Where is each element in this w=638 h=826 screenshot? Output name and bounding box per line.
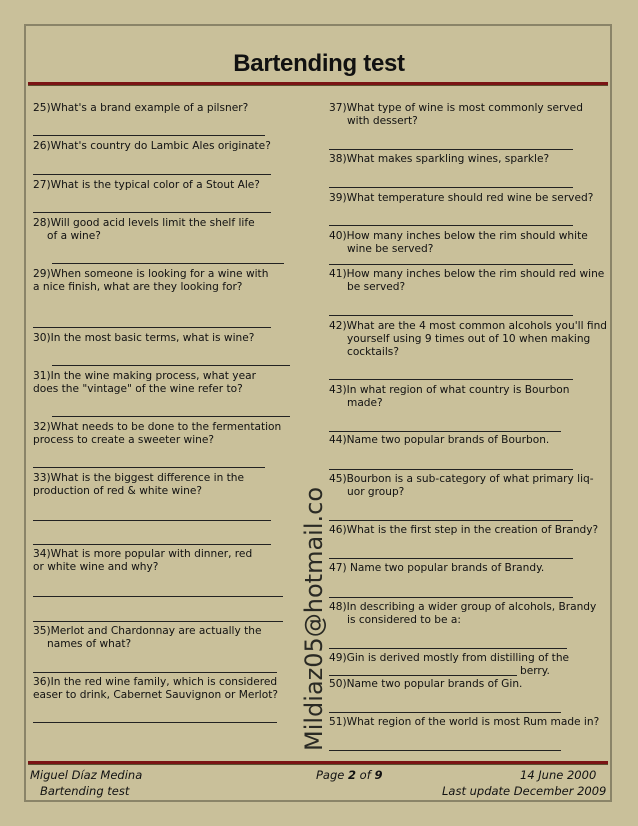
question-28: 28)Will good acid levels limit the shelf life	[33, 217, 255, 229]
question-31-cont: does the "vintage" of the wine refer to?	[33, 383, 243, 395]
answer-line-37[interactable]	[329, 149, 573, 150]
answer-line-32[interactable]	[33, 467, 265, 468]
question-28-cont: of a wine?	[47, 230, 101, 242]
question-29-cont: a nice finish, what are they looking for?	[33, 281, 243, 293]
question-49-cont: berry.	[520, 665, 550, 677]
question-41-cont: be served?	[347, 281, 406, 293]
answer-line-36[interactable]	[33, 722, 277, 723]
answer-line-40[interactable]	[329, 264, 573, 265]
page-of: of	[356, 768, 375, 782]
question-50: 50)Name two popular brands of Gin.	[329, 678, 523, 690]
answer-line-27[interactable]	[33, 212, 271, 213]
page-prefix: Page	[316, 768, 349, 782]
question-26: 26)What's country do Lambic Ales originate?	[33, 140, 271, 152]
question-49: 49)Gin is derived mostly from distilling of the	[329, 652, 570, 664]
question-35: 35)Merlot and Chardonnay are actually the	[33, 625, 262, 637]
question-43: 43)In what region of what country is Bourbon	[329, 384, 570, 396]
answer-line-28[interactable]	[52, 263, 284, 264]
question-42-cont: yourself using 9 times out of 10 when making	[347, 333, 591, 345]
question-37: 37)What type of wine is most commonly served	[329, 102, 583, 114]
answer-line-33b[interactable]	[33, 544, 271, 545]
answer-line-29[interactable]	[33, 327, 271, 328]
answer-line-35[interactable]	[33, 672, 277, 673]
answer-line-39[interactable]	[329, 225, 573, 226]
question-41: 41)How many inches below the rim should red wine	[329, 268, 605, 280]
question-42-cont2: cocktails?	[347, 346, 399, 358]
email-watermark	[292, 485, 332, 755]
answer-line-49[interactable]	[329, 675, 517, 676]
question-31: 31)In the wine making process, what year	[33, 370, 256, 382]
question-30: 30)In the most basic terms, what is wine?	[33, 332, 255, 344]
question-37-cont: with dessert?	[347, 115, 418, 127]
question-45-cont: uor group?	[347, 486, 405, 498]
answer-line-50[interactable]	[329, 712, 561, 713]
page-title: Bartending test	[233, 50, 405, 77]
question-46: 46)What is the first step in the creation of Brandy?	[329, 524, 599, 536]
question-33: 33)What is the biggest difference in the	[33, 472, 245, 484]
question-39: 39)What temperature should red wine be served?	[329, 192, 594, 204]
question-40: 40)How many inches below the rim should white	[329, 230, 588, 242]
question-34-cont: or white wine and why?	[33, 561, 159, 573]
answer-line-30[interactable]	[52, 365, 290, 366]
page-current: 2	[348, 768, 357, 782]
answer-line-47[interactable]	[329, 597, 573, 598]
header-rule	[28, 82, 608, 86]
footer-author: Miguel Díaz Medina	[30, 768, 143, 782]
question-45: 45)Bourbon is a sub-category of what primary liq-	[329, 473, 594, 485]
answer-line-41[interactable]	[329, 315, 573, 316]
answer-line-25[interactable]	[33, 135, 265, 136]
answer-line-48[interactable]	[329, 648, 567, 649]
question-33-cont: production of red & white wine?	[33, 485, 203, 497]
answer-line-31[interactable]	[52, 416, 290, 417]
question-38: 38)What makes sparkling wines, sparkle?	[329, 153, 550, 165]
question-43-cont: made?	[347, 397, 383, 409]
question-36: 36)In the red wine family, which is considered	[33, 676, 278, 688]
question-47: 47) Name two popular brands of Brandy.	[329, 562, 545, 574]
question-48: 48)In describing a wider group of alcohols, Brandy	[329, 601, 597, 613]
page-total: 9	[374, 768, 383, 782]
footer-last-update: Last update December 2009	[442, 784, 607, 798]
answer-line-44[interactable]	[329, 469, 573, 470]
question-44: 44)Name two popular brands of Bourbon.	[329, 434, 550, 446]
footer-date: 14 June 2000	[520, 768, 597, 782]
footer-rule	[28, 761, 608, 765]
question-32-cont: process to create a sweeter wine?	[33, 434, 215, 446]
question-34: 34)What is more popular with dinner, red	[33, 548, 253, 560]
watermark-text: Mildiaz05@hotmail.com	[300, 485, 328, 751]
answer-line-26[interactable]	[33, 174, 271, 175]
question-25: 25)What's a brand example of a pilsner?	[33, 102, 249, 114]
answer-line-51[interactable]	[329, 750, 561, 751]
footer-page-number	[316, 768, 382, 782]
question-32: 32)What needs to be done to the fermentation	[33, 421, 282, 433]
answer-line-45[interactable]	[329, 520, 573, 521]
question-51: 51)What region of the world is most Rum made in?	[329, 716, 600, 728]
question-36-cont: easer to drink, Cabernet Sauvignon or Merlot?	[33, 689, 278, 701]
answer-line-42[interactable]	[329, 379, 573, 380]
footer-subtitle: Bartending test	[40, 784, 130, 798]
answer-line-46[interactable]	[329, 558, 573, 559]
question-40-cont: wine be served?	[347, 243, 434, 255]
question-48-cont: is considered to be a:	[347, 614, 461, 626]
question-42: 42)What are the 4 most common alcohols you'll find	[329, 320, 608, 332]
answer-line-33a[interactable]	[33, 520, 271, 521]
answer-line-34a[interactable]	[33, 596, 283, 597]
answer-line-34b[interactable]	[33, 621, 283, 622]
answer-line-43[interactable]	[329, 431, 561, 432]
question-29: 29)When someone is looking for a wine with	[33, 268, 269, 280]
question-27: 27)What is the typical color of a Stout Ale?	[33, 179, 260, 191]
question-35-cont: names of what?	[47, 638, 132, 650]
answer-line-38[interactable]	[329, 187, 573, 188]
